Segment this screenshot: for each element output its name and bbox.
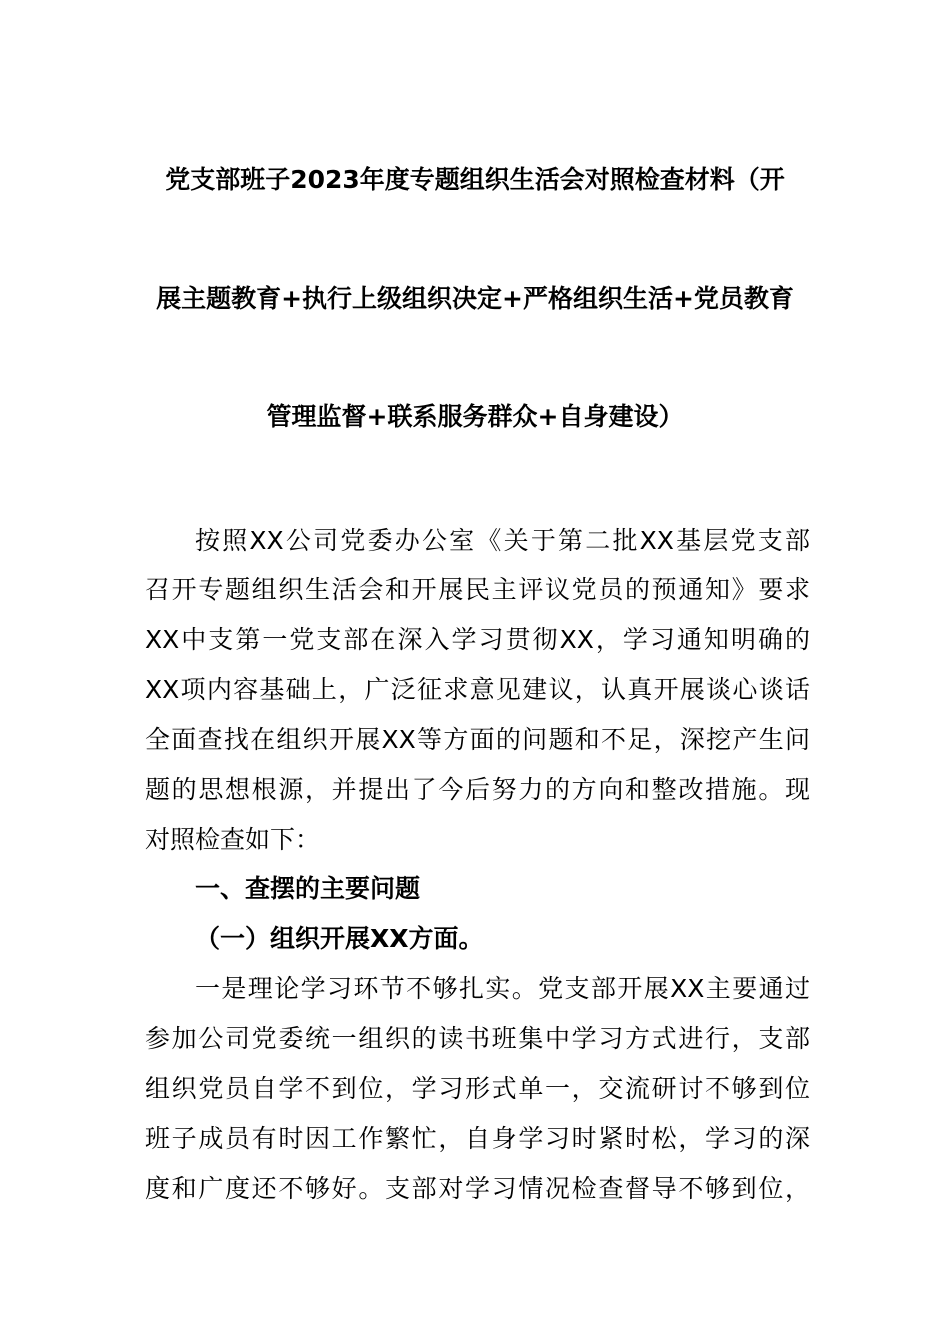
document-title-line-2: 展主题教育+执行上级组织决定+严格组织生活+党员教育 bbox=[156, 284, 794, 313]
body-paragraph-line: 参加公司党委统一组织的读书班集中学习方式进行，支部 bbox=[145, 1024, 810, 1053]
intro-paragraph-line: 题的思想根源，并提出了今后努力的方向和整改措施。现 bbox=[145, 775, 810, 804]
body-paragraph-line: 组织党员自学不到位，学习形式单一，交流研讨不够到位 bbox=[145, 1074, 810, 1103]
intro-paragraph-line: XX项内容基础上，广泛征求意见建议，认真开展谈心谈话 bbox=[145, 675, 810, 704]
intro-paragraph-line: 召开专题组织生活会和开展民主评议党员的预通知》要求 bbox=[145, 575, 810, 604]
intro-paragraph-line: 对照检查如下： bbox=[145, 825, 321, 854]
intro-paragraph-line: 按照XX公司党委办公室《关于第二批XX基层党支部 bbox=[195, 526, 810, 555]
body-paragraph-line: 一是理论学习环节不够扎实。党支部开展XX主要通过 bbox=[195, 974, 810, 1003]
body-paragraph-line: 度和广度还不够好。支部对学习情况检查督导不够到位， bbox=[145, 1174, 810, 1203]
document-title-line-3: 管理监督+联系服务群众+自身建设） bbox=[266, 402, 684, 431]
intro-paragraph-line: XX中支第一党支部在深入学习贯彻XX，学习通知明确的 bbox=[145, 625, 810, 654]
section-heading: 一、查摆的主要问题 bbox=[195, 874, 421, 903]
intro-paragraph-line: 全面查找在组织开展XX等方面的问题和不足，深挖产生问 bbox=[145, 725, 810, 754]
body-paragraph-line: 班子成员有时因工作繁忙，自身学习时紧时松，学习的深 bbox=[145, 1124, 810, 1153]
document-title-line-1: 党支部班子2023年度专题组织生活会对照检查材料（开 bbox=[165, 165, 785, 194]
subsection-heading: （一）组织开展XX方面。 bbox=[195, 924, 484, 953]
